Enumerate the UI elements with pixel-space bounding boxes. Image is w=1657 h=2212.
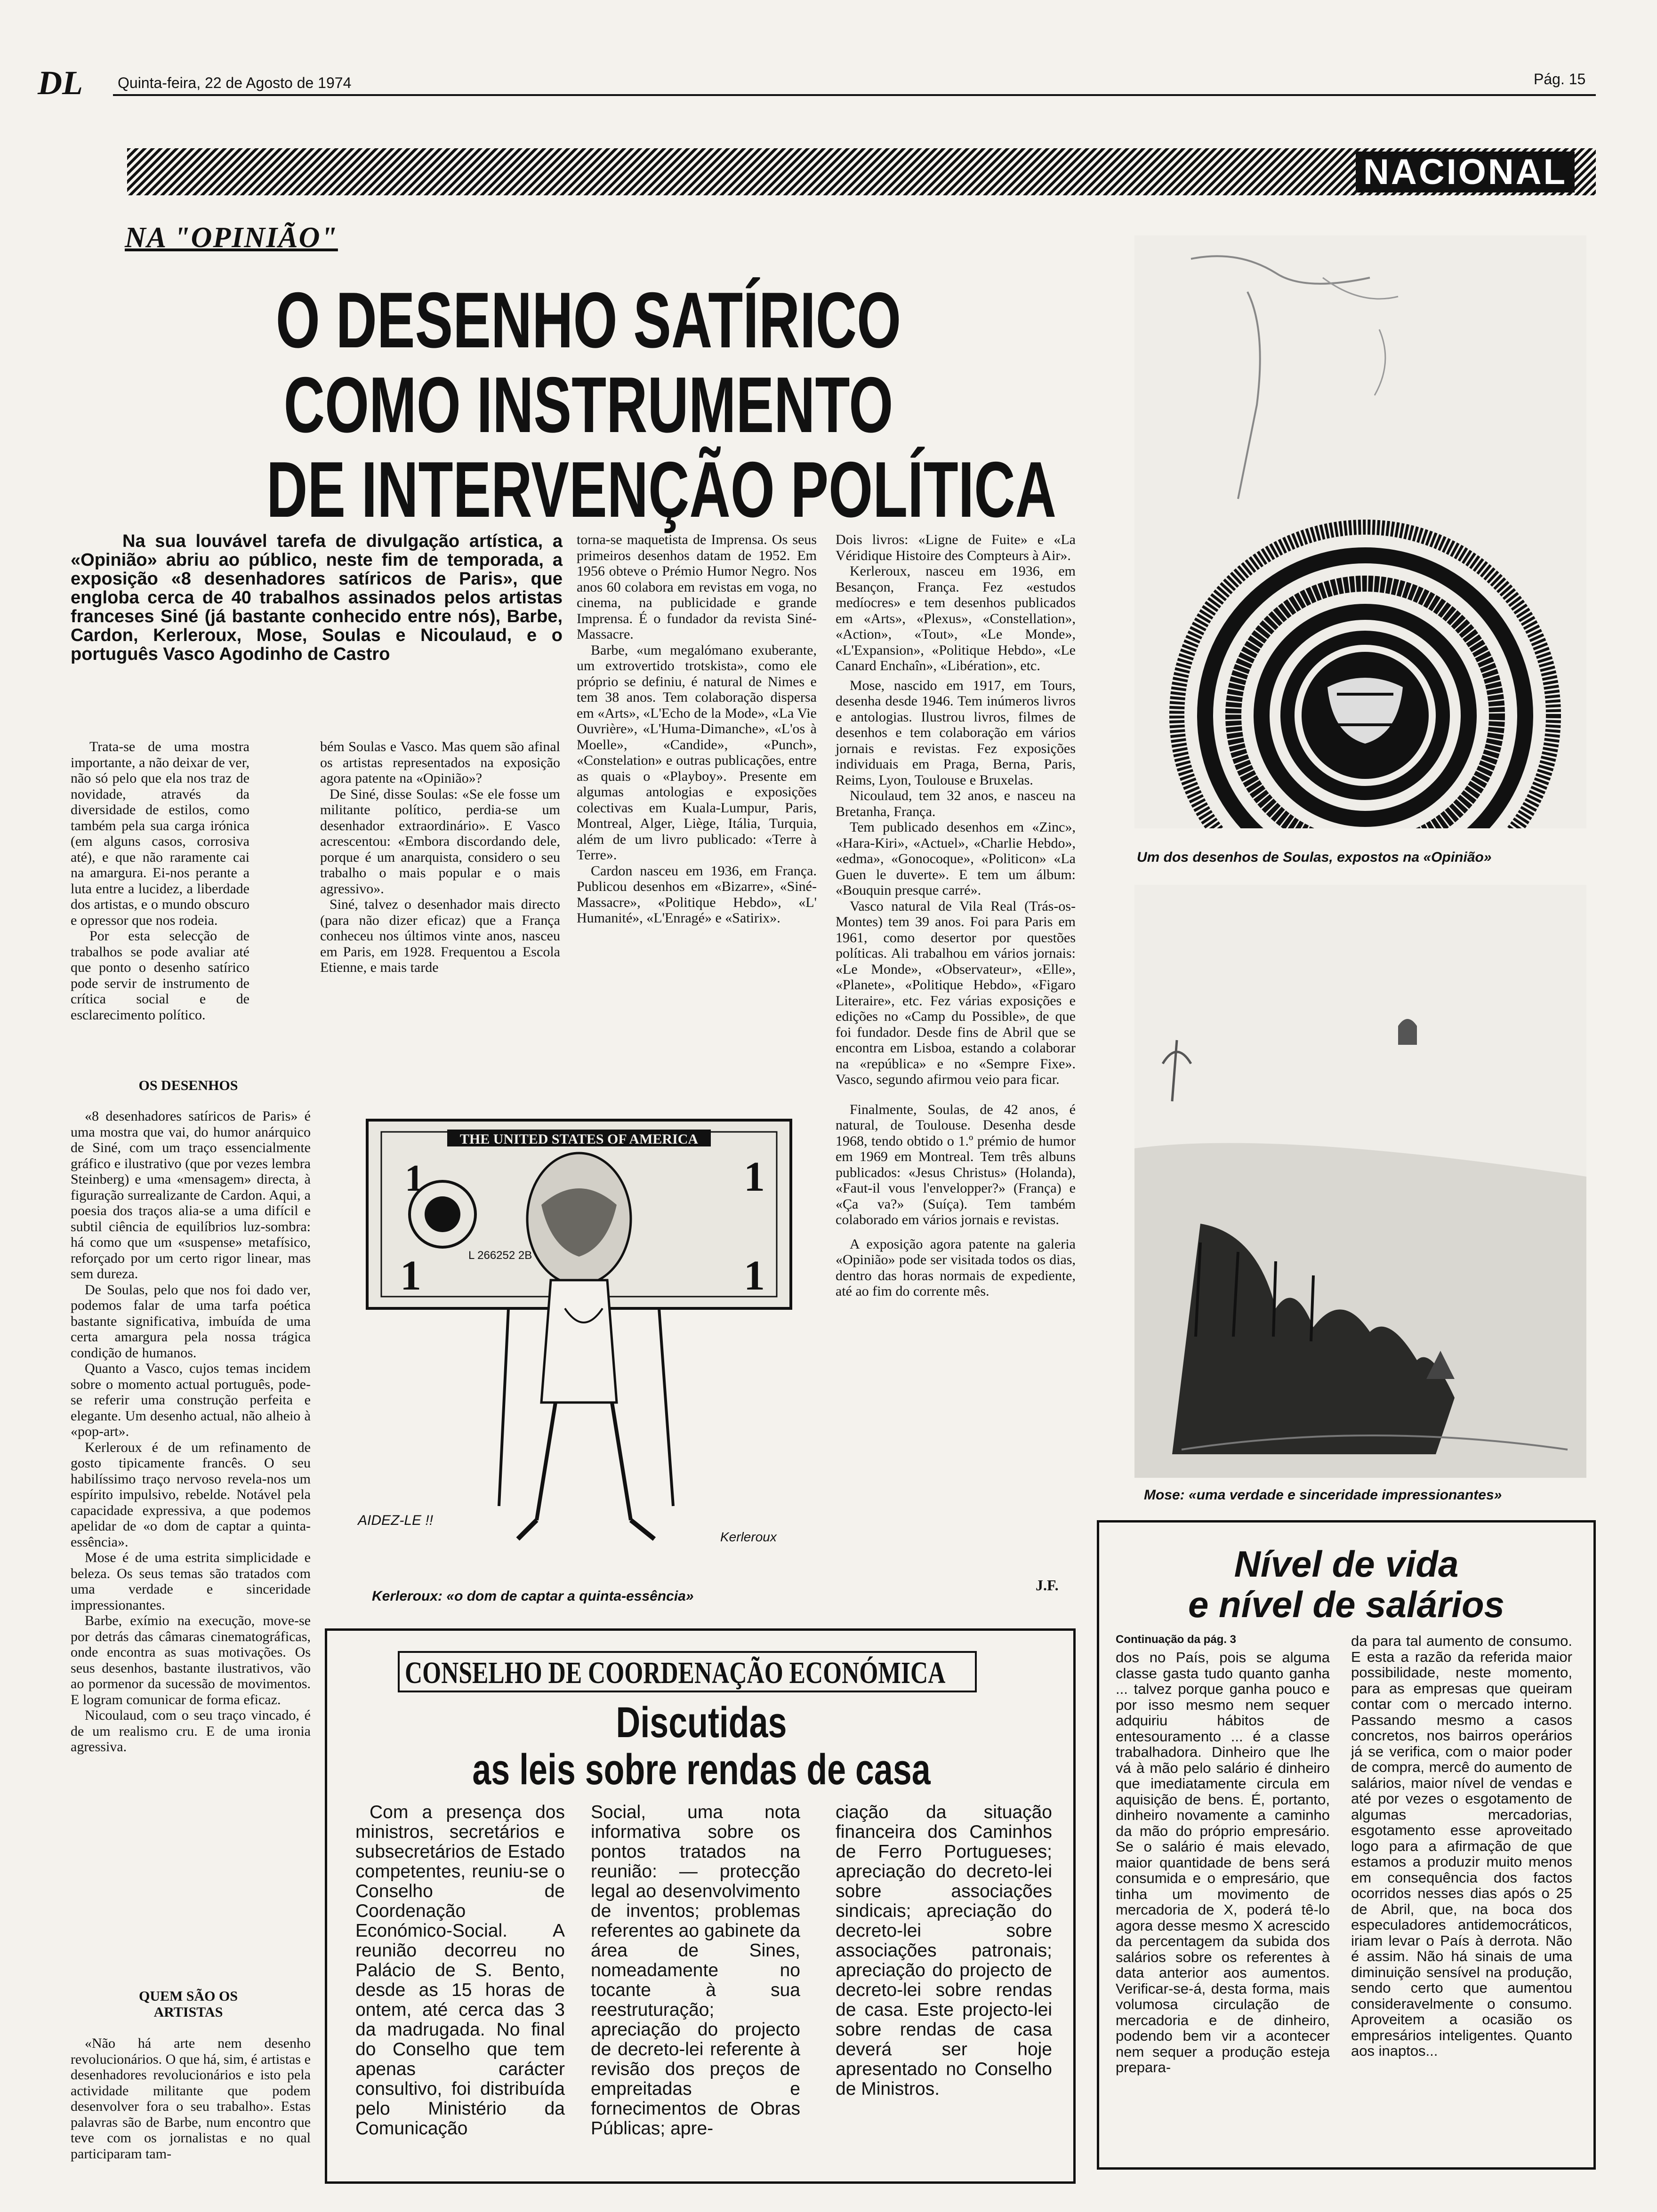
landscape-illustration [1134,885,1586,1478]
paragraph: Por esta selecção de trabalhos se pode avaliar até que ponto o desenho satírico pode servir de instrumento de crítica social e de esclarecimento político. [71,928,249,1023]
dollar-serial: L 266252 2B [468,1249,532,1262]
paragraph: Kerleroux é de um refinamento de gosto tipicamente francês. O seu habilíssimo traço nervoso revela-nos um espírito impulsivo, rebelde. Notável pela capacidade expressiva, a que podemos apelidar de «o dom de captar a quinta-essência». [71,1439,311,1550]
drawing-signature: Kerleroux [720,1530,777,1544]
paragraph: Trata-se de uma mostra importante, a não deixar de ver, não só pelo que ela nos traz de novidade, através da diversidade de estilos, como também pela sua carga irónica (em alguns casos, corrosiva até), e que não raramente cai na amargura. Ei-nos perante a luta entre a lucidez, a liberdade dos artistas, e o mundo obscuro e opressor que nos rodeia. [71,739,249,928]
paragraph: Mose é de uma estrita simplicidade e beleza. Os seus temas são tratados com uma verdade e sinceridade impressionantes. [71,1550,311,1613]
title-line-2: COMO INSTRUMENTO [283,361,893,449]
nivel-col1: dos no País, pois se alguma classe gasta tudo quanto ganha ... talvez porque ganha pouco e por isso mesmo nem sequer adquiriu hábitos de entesouramento ... é a classe trabalhadora. Dinheiro que lhe vá à mão pelo salário é dinheiro que imediatamente circula em aquisição de bens. É, portanto, dinheiro novamente a caminho da mão do próprio empresário. Se o salário é mais elevado, maior quantidade de bens será consumida e o empresário, que tinha um movimento de mercadoria de X, poderá tê-lo agora desse mesmo X acrescido da percentagem da subida dos salários sobre os referentes à data anterior aos aumentos. Verificar-se-á, desta forma, mais volumosa circulação de mercadoria e de dinheiro, podendo bem vir a acontecer nem sequer a produção esteja prepara- [1116,1649,1330,2076]
svg-text:1: 1 [400,1252,421,1299]
paragraph: Mose, nascido em 1917, em Tours, desenha desde 1946. Tem inúmeros livros e antologias. Ilustrou livros, filmes de desenhos e tem colaboração em vários jornais e revistas. Fez exposições individuais em Praga, Berna, Paris, Reims, Lyon, Toulouse e Bruxelas. [836,677,1076,788]
conselho-heading: CONSELHO DE COORDENAÇÃO ECONÓMICA [405,1656,946,1690]
paragraph: bém Soulas e Vasco. Mas quem são afinal os artistas representados na exposição agora patente na «Opinião»? [320,739,560,786]
article-kicker: NA "OPINIÃO" [125,222,338,254]
paragraph: Nicoulaud, com o seu traço vincado, é de um realismo cru. E de uma ironia agressiva. [71,1707,311,1755]
article-lead: Na sua louvável tarefa de divulgação artística, a «Opinião» abriu ao público, neste fim de temporada, a exposição «8 desenhadores satíricos de Paris», que engloba cerca de 40 trabalhos assinados pelos artistas franceses Siné (já bastante conhecido entre nós), Barbe, Cardon, Kerleroux, Mose, Soulas e Nicoulaud, e o português Vasco Agodinho de Castro [71,531,563,664]
col1-quem-sao: «Não há arte nem desenho revolucionários. O que há, sim, é artistas e desenhadores revolucionários e isto pela actividade militante que podem desenvolver fora o seu trabalho». Estas palavras são de Barbe, num encontro que teve com os jornalistas e no qual participaram tam- [71,2036,311,2162]
nivel-title-line-2: e nível de salários [1188,1584,1505,1625]
conselho-col3: ciação da situação financeira dos Caminhos de Ferro Portugueses; apreciação do decreto-lei sobre associações sindicais; apreciação do decreto-lei sobre associações patronais; apreciação do projecto de decreto-lei sobre rendas de casa. Este projecto-lei sobre rendas de casa deverá ser hoje apresentado no Conselho de Ministros. [836,1802,1052,2099]
dollar-man-illustration [330,1111,824,1563]
conselho-col1: Com a presença dos ministros, secretários e subsecretários de Estado competentes, reuniu-se o Conselho de Coordenação Económico-Social. A reunião decorreu no Palácio de S. Bento, desde as 15 horas de ontem, até cerca das 3 da madrugada. No final do Conselho que tem apenas carácter consultivo, foi distribuída pelo Ministério da Comunicação [355,1802,565,2139]
conselho-col2: Social, uma nota informativa sobre os pontos tratados na reunião: — protecção legal ao desenvolvimento de inventos; problemas referentes ao gabinete da área de Sines, nomeadamente no tocante à sua reestruturação; apreciação do projecto de decreto-lei referente à revisão dos preços de empreitadas e fornecimentos de Obras Públicas; apre- [591,1802,800,2139]
issue-date: Quinta-feira, 22 de Agosto de 1974 [118,74,352,91]
nivel-col2: da para tal aumento de consumo. E esta a razão da referida maior possibilidade, neste momento, para as empresas que queiram contar com o mercado interno. Passando mesmo a casos concretos, nos bairros operários já se verifica, com o maior poder de compra, mercê do aumento de salários, maior nível de vendas e até por vezes o esgotamento de algumas mercadorias, esgotamento esse aproveitado logo para a afirmação de que estamos a produzir muito menos em consequência dos factos ocorridos nesses dias após o 25 de Abril, que, na boca dos especuladores antidemocráticos, iriam levar o País à derrota. Não é assim. Não há sinais de uma diminuição sensível na produção, sendo certo que aumentou consideravelmente o consumo. Aproveitem a ocasião os empresários inteligentes. Quanto aos inaptos... [1351,1633,1572,2059]
paragraph: Dois livros: «Ligne de Fuite» e «La Véridique Histoire des Compteurs à Air». [836,532,1076,563]
col2-intro [320,739,560,976]
svg-text:1: 1 [744,1252,765,1299]
header-rule [113,94,1596,96]
nivel-title [1102,1544,1591,1625]
paragraph: torna-se maquetista de Imprensa. Os seus primeiros desenhos datam de 1952. Em 1956 obteve o Prémio Humor Negro. Nos anos 60 colabora em revistas em voga, no cinema, na publicidade e grande Imprensa. É o fundador da revista Siné-Massacre. [577,532,817,642]
paragraph: Quanto a Vasco, cujos temas incidem sobre o momento actual português, pode-se referir uma construção perfeita e elegante. Um desenho actual, não alheio à «pop-art». [71,1361,311,1439]
paragraph: Tem publicado desenhos em «Zinc», «Hara-Kiri», «Actuel», «Charlie Hebdo», «edma», «Gonocoque», «Politicon» «La Guen le duverte». E tem um álbum: «Bouquin presque carré». [836,819,1076,898]
title-line-3: DE INTERVENÇÃO POLÍTICA [266,445,1056,534]
paragraph: Nicoulaud, tem 32 anos, e nasceu na Bretanha, França. [836,788,1076,819]
masthead-logo: DL [38,64,83,102]
svg-text:1: 1 [744,1154,765,1200]
col4 [836,532,1076,1299]
nivel-continuation: Continuação da pág. 3 [1116,1633,1237,1646]
kerleroux-caption: Kerleroux: «o dom de captar a quinta-essência» [372,1588,694,1604]
spiral-illustration [1134,235,1586,828]
paragraph: Cardon nasceu em 1936, em França. Publicou desenhos em «Bizarre», «Siné-Massacre», «Politique Hebdo», «L' Humanité», «L'Enragé» e «Satirix». [577,863,817,926]
svg-text:1: 1 [405,1158,424,1199]
col3 [577,532,817,926]
soulas-drawing [1134,235,1586,828]
article-signature: J.F. [1036,1577,1059,1594]
paragraph: Vasco natural de Vila Real (Trás-os-Montes) tem 39 anos. Foi para Paris em 1961, como desertor por questões políticas. Ali trabalhou em vários jornais: «Le Monde», «Observateur», «Elle», «Planete», «Politique Hebdo», «Figaro Literaire», etc. Fez várias exposições e edições no «Camp du Possible», de que foi fundador. Desde fins de Abril que se encontra em Lisboa, estando a colaborar na «república» e no «Sempre Fixe». Vasco, segundo afirmou veio para ficar. [836,898,1076,1087]
paragraph: Kerleroux, nasceu em 1936, em Besançon, França. Fez «estudos medíocres» e tem desenhos publicados em «Arts», «Plexus», «Constellation», «Action», «Tout», «Le Monde», «L'Expansion», «Politique Hebdo», «Le Canard Enchaîn», «Libération», etc. [836,563,1076,673]
subhead-desenhos: OS DESENHOS [138,1078,238,1093]
paragraph: Finalmente, Soulas, de 42 anos, é natural, de Toulouse. Desenha desde 1968, tendo obtido o 1.º prémio de humor em 1969 em Montreal. Tem três albuns publicados: «Jesus Christus» (Holanda), «Faut-il vous l'envelopper?» (França) e «Ça va?» (Suíça). Tem também colaborado em vários jornais e revistas. [836,1101,1076,1227]
conselho-title-line-1: Discutidas [616,1699,787,1747]
paragraph: A exposição agora patente na galeria «Opinião» pode ser visitada todos os dias, dentro das horas normais de expediente, até ao fim do corrente mês. [836,1236,1076,1299]
mose-drawing [1134,885,1586,1478]
paragraph: De Siné, disse Soulas: «Se ele fosse um militante político, perdia-se um desenhador extraordinário». E Vasco acrescentou: «Embora discordando dele, porque é um anarquista, considero o seu trabalho o mais popular e o mais agressivo». [320,786,560,897]
page-number: Pág. 15 [1534,71,1586,88]
paragraph: «8 desenhadores satíricos de Paris» é uma mostra que vai, do humor anárquico de Siné, com um traço essencialmente gráfico e ilustrativo (que por vezes lembra Steinberg) e uma «mensagem» directa, à figuração surrealizante de Cardon. Aqui, a poesia dos traços alia-se a uma difícil e subtil ciência de equilíbrios luz-sombra: há como que um «suspense» metafísico, reforçado por um certo rigor linear, mas sem dureza. [71,1108,311,1282]
kerleroux-drawing [330,1111,824,1563]
paragraph: De Soulas, pelo que nos foi dado ver, podemos falar de uma tarfa poética bastante significativa, imbuída de uma certa amargura pela nossa trágica condição de humanos. [71,1282,311,1361]
drawing-text-left: AIDEZ-LE !! [358,1513,434,1528]
mose-caption: Mose: «uma verdade e sinceridade impressionantes» [1144,1487,1502,1503]
conselho-title-line-2: as leis sobre rendas de casa [472,1746,931,1794]
section-label: NACIONAL [1356,152,1575,192]
dollar-top-text: THE UNITED STATES OF AMERICA [459,1131,699,1147]
col1-desenhos [71,1108,311,1755]
article-title [141,276,1056,534]
subhead-quem-sao: QUEM SÃO OS ARTISTAS [138,1988,238,2020]
nivel-title-line-1: Nível de vida [1234,1543,1459,1585]
paragraph: Siné, talvez o desenhador mais directo (para não dizer eficaz) que a França conheceu nos últimos vinte anos, nasceu em Paris, em 1928. Frequentou a Escola Etienne, e mais tarde [320,897,560,975]
title-line-1: O DESENHO SATÍRICO [275,276,901,364]
soulas-caption: Um dos desenhos de Soulas, expostos na «Opinião» [1137,850,1492,865]
col1-intro [71,739,249,1023]
conselho-title [348,1699,1054,1793]
paragraph: Barbe, «um megalómano exuberante, um extrovertido trotskista», como ele próprio se definiu, é natural de Nimes e tem 38 anos. Tem colaboração dispersa em «Arts», «L'Echo de la Mode», «La Vie Ouvrière», «L'Huma-Dimanche», «L'os à Moelle», «Candide», «Punch», «Constelation» e outras publicações, entre as quais o «Playboy». Presente em algumas antologias e exposições colectivas em Kuala-Lumpur, Paris, Montreal, Alger, Liège, Itália, Turquia, além de um livro publicado: «Terre à Terre». [577,642,817,863]
paragraph: Barbe, exímio na execução, move-se por detrás das câmaras cinematográficas, onde encontra as suas motivações. Os seus desenhos, bastante ilustrativos, vão ao pormenor da sucessão de movimentos. E logram comunicar de forma eficaz. [71,1613,311,1707]
